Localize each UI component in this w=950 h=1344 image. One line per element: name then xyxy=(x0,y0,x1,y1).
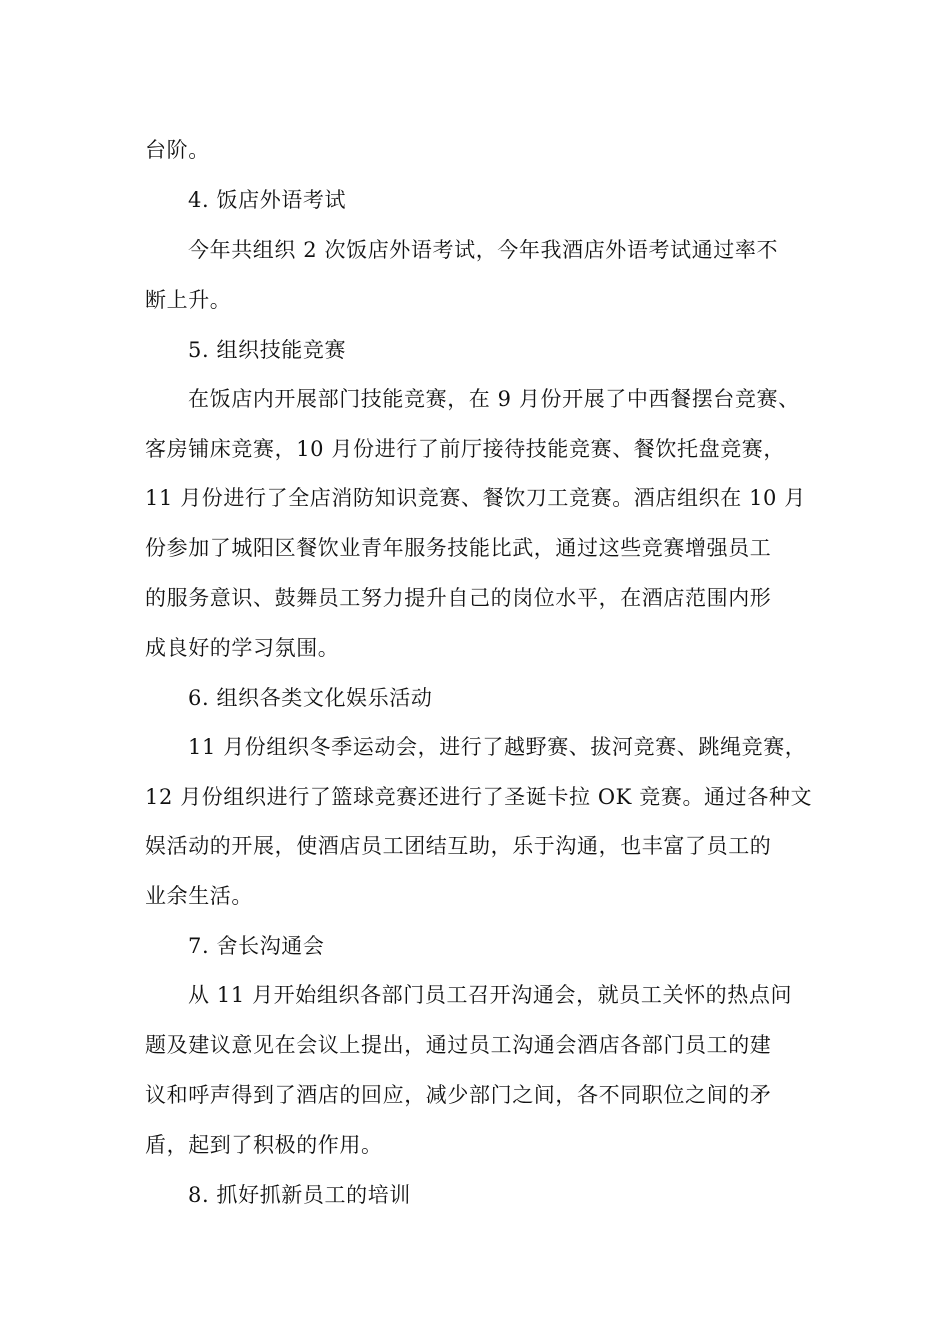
section-heading-5: 5. 组织技能竞赛 xyxy=(188,338,347,362)
text-line: 份参加了城阳区餐饮业青年服务技能比武，通过这些竞赛增强员工 xyxy=(145,536,772,560)
text-line: 题及建议意见在会议上提出，通过员工沟通会酒店各部门员工的建 xyxy=(145,1033,772,1057)
text-line: 业余生活。 xyxy=(145,884,253,908)
text-line: 客房铺床竞赛，10 月份进行了前厅接待技能竞赛、餐饮托盘竞赛， xyxy=(145,437,785,461)
text-line: 台阶。 xyxy=(145,138,210,162)
section-heading-4: 4. 饭店外语考试 xyxy=(188,188,347,212)
text-line: 在饭店内开展部门技能竞赛，在 9 月份开展了中西餐摆台竞赛、 xyxy=(188,387,800,411)
section-heading-8: 8. 抓好抓新员工的培训 xyxy=(188,1183,411,1207)
text-line: 12 月份组织进行了篮球竞赛还进行了圣诞卡拉 OK 竞赛。通过各种文 xyxy=(145,785,813,809)
text-line: 成良好的学习氛围。 xyxy=(145,636,340,660)
text-line: 盾，起到了积极的作用。 xyxy=(145,1133,383,1157)
text-line: 11 月份组织冬季运动会，进行了越野赛、拔河竞赛、跳绳竞赛， xyxy=(188,735,807,759)
section-heading-6: 6. 组织各类文化娱乐活动 xyxy=(188,686,433,710)
text-line: 今年共组织 2 次饭店外语考试，今年我酒店外语考试通过率不 xyxy=(188,238,779,262)
section-heading-7: 7. 舍长沟通会 xyxy=(188,934,325,958)
text-line: 议和呼声得到了酒店的回应，减少部门之间，各不同职位之间的矛 xyxy=(145,1083,772,1107)
text-line: 断上升。 xyxy=(145,288,232,312)
text-line: 从 11 月开始组织各部门员工召开沟通会，就员工关怀的热点问 xyxy=(188,983,793,1007)
text-line: 娱活动的开展，使酒店员工团结互助，乐于沟通，也丰富了员工的 xyxy=(145,834,772,858)
text-line: 的服务意识、鼓舞员工努力提升自己的岗位水平，在酒店范围内形 xyxy=(145,586,772,610)
text-line: 11 月份进行了全店消防知识竞赛、餐饮刀工竞赛。酒店组织在 10 月 xyxy=(145,486,806,510)
